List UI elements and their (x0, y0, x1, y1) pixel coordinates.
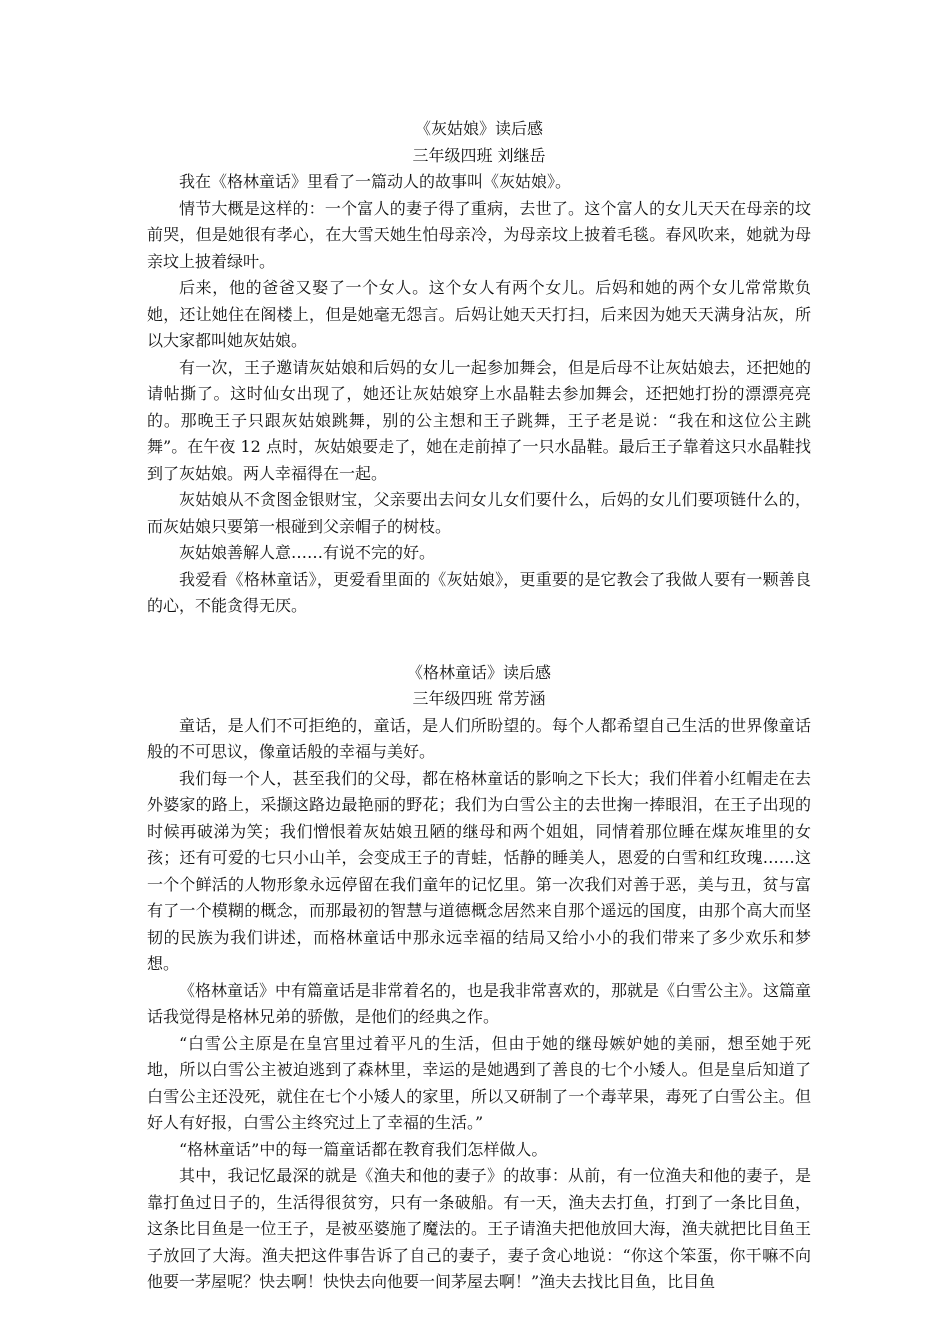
paragraph: 灰姑娘善解人意……有说不完的好。 (179, 543, 436, 562)
essay-title: 《格林童话》读后感 (406, 662, 551, 682)
paragraph: 有一次，王子邀请灰姑娘和后妈的女儿一起参加舞会，但是后母不让灰姑娘去，还把她的请帖撕了。这时仙女出现了，她还让灰姑娘穿上水晶鞋去参加舞会，还把她打扮的漂漂亮亮的。那晚王子只跟灰姑娘跳舞，别的公主想和王子跳舞，王子老是说：“我在和这位公主跳舞”。在午夜 12 点时，灰姑娘要走了，她在走前掉了一只水晶鞋。最后王子靠着这只水晶鞋找到了灰姑娘。两人幸福得在一起。 (147, 357, 811, 483)
paragraph: 后来，他的爸爸又娶了一个女人。这个女人有两个女儿。后妈和她的两个女儿常常欺负她，还让她住在阁楼上，但是她毫无怨言。后妈让她天天打扫，后来因为她天天满身沾灰，所以大家都叫她灰姑娘。 (147, 278, 811, 350)
paragraph: 《格林童话》中有篇童话是非常着名的，也是我非常喜欢的，那就是《白雪公主》。这篇童话我觉得是格林兄弟的骄傲，是他们的经典之作。 (147, 980, 812, 1026)
paragraph: “白雪公主原是在皇宫里过着平凡的生活，但由于她的继母嫉妒她的美丽，想至她于死地，所以白雪公主被迫逃到了森林里，幸运的是她遇到了善良的七个小矮人。但是皇后知道了白雪公主还没死，就住在七个小矮人的家里，所以又研制了一个毒苹果，毒死了白雪公主。但好人有好报，白雪公主终究过上了幸福的生活。” (147, 1033, 811, 1132)
essay-author: 三年级四班 常芳涵 (412, 689, 546, 708)
section-spacer (147, 620, 811, 660)
essay-grimm-tales (147, 660, 811, 1296)
paragraph: “格林童话”中的每一篇童话都在教育我们怎样做人。 (179, 1139, 548, 1159)
paragraph: 灰姑娘从不贪图金银财宝，父亲要出去问女儿女们要什么，后妈的女儿们要项链什么的，而灰姑娘只要第一根碰到父亲帽子的树枝。 (147, 490, 811, 536)
essay-cinderella (147, 116, 811, 620)
paragraph: 其中，我记忆最深的就是《渔夫和他的妻子》的故事：从前，有一位渔夫和他的妻子，是靠打鱼过日子的，生活得很贫穷，只有一条破船。有一天，渔夫去打鱼，打到了一条比目鱼，这条比目鱼是一位王子，是被巫婆施了魔法的。王子请渔夫把他放回大海，渔夫就把比目鱼王子放回了大海。渔夫把这件事告诉了自己的妻子，妻子贪心地说：“你这个笨蛋，你干嘛不向他要一茅屋呢？快去啊！快快去向他要一间茅屋去啊！”渔夫去找比目鱼，比目鱼 (147, 1166, 811, 1291)
paragraph: 我爱看《格林童话》，更爱看里面的《灰姑娘》，更重要的是它教会了我做人要有一颗善良的心，不能贪得无厌。 (147, 569, 811, 615)
essay-author: 三年级四班 刘继岳 (412, 145, 546, 165)
essay-title: 《灰姑娘》读后感 (414, 119, 543, 138)
paragraph: 情节大概是这样的：一个富人的妻子得了重病，去世了。这个富人的女儿天天在母亲的坟前哭，但是她很有孝心，在大雪天她生怕母亲冷，为母亲坟上披着毛毯。春风吹来，她就为母亲坟上披着绿叶。 (147, 198, 811, 271)
paragraph: 童话，是人们不可拒绝的，童话，是人们所盼望的。每个人都希望自己生活的世界像童话般的不可思议，像童话般的幸福与美好。 (147, 715, 811, 761)
paragraph: 我在《格林童话》里看了一篇动人的故事叫《灰姑娘》。 (179, 172, 572, 191)
document-page (147, 116, 811, 1296)
paragraph: 我们每一个人，甚至我们的父母，都在格林童话的影响之下长大；我们伴着小红帽走在去外婆家的路上，采撷这路边最艳丽的野花；我们为白雪公主的去世掬一捧眼泪，在王子出现的时候再破涕为笑；我们憎恨着灰姑娘丑陋的继母和两个姐姐，同情着那位睡在煤灰堆里的女孩；还有可爱的七只小山羊，会变成王子的青蛙，恬静的睡美人，恩爱的白雪和红玫瑰……这一个个鲜活的人物形象永远停留在我们童年的记忆里。第一次我们对善于恶，美与丑，贫与富有了一个模糊的概念，而那最初的智慧与道德概念居然来自那个遥远的国度，由那个高大而坚韧的民族为我们讲述，而格林童话中那永远幸福的结局又给小小的我们带来了多少欢乐和梦想。 (147, 768, 811, 973)
